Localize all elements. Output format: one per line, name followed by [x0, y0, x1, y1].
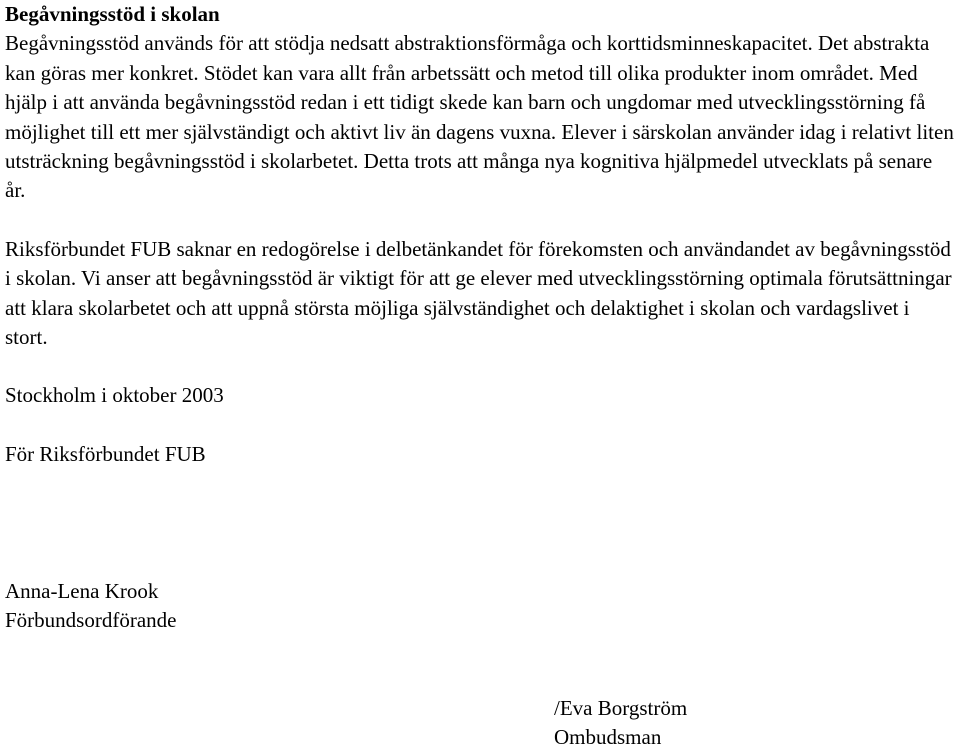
signature-block-1 — [5, 577, 176, 636]
signature-block-2 — [554, 694, 687, 753]
signatory-title: Ombudsman — [554, 725, 662, 750]
body-paragraph-1: Begåvningsstöd används för att stödja nedsatt abstraktionsförmåga och korttidsminneskapacitet. Det abstrakta kan göras mer konkret. Stödet kan vara allt från arbetssätt och metod till olika produkter inom området. Med hjälp i att använda begåvningsstöd redan i ett tidigt skede kan barn och ungdomar med utvecklingsstörning få möjlighet till ett mer självständigt och aktivt liv än dagens vuxna. Elever i särskolan använder idag i relativt liten utsträckning begåvningsstöd i skolarbetet. Detta trots att många nya kognitiva hjälpmedel utvecklats på senare år. — [5, 31, 954, 203]
document-page — [5, 0, 955, 469]
signatory-title: Förbundsordförande — [5, 608, 177, 633]
signatory-name: /Eva Borgström — [554, 696, 688, 720]
signatory-name: Anna-Lena Krook — [5, 579, 159, 603]
place-date: Stockholm i oktober 2003 — [5, 383, 224, 408]
body-paragraph-2: Riksförbundet FUB saknar en redogörelse i delbetänkandet för förekomsten och användandet av begåvningsstöd i skolan. Vi anser att begåvningsstöd är viktigt för att ge elever med utvecklingsstörning optimala förutsättningar att klara skolarbetet och att uppnå största möjliga självständighet och delaktighet i skolan och vardagslivet i stort. — [5, 236, 952, 350]
section-heading: Begåvningsstöd i skolan — [5, 2, 220, 26]
on-behalf-of: För Riksförbundet FUB — [5, 441, 206, 466]
